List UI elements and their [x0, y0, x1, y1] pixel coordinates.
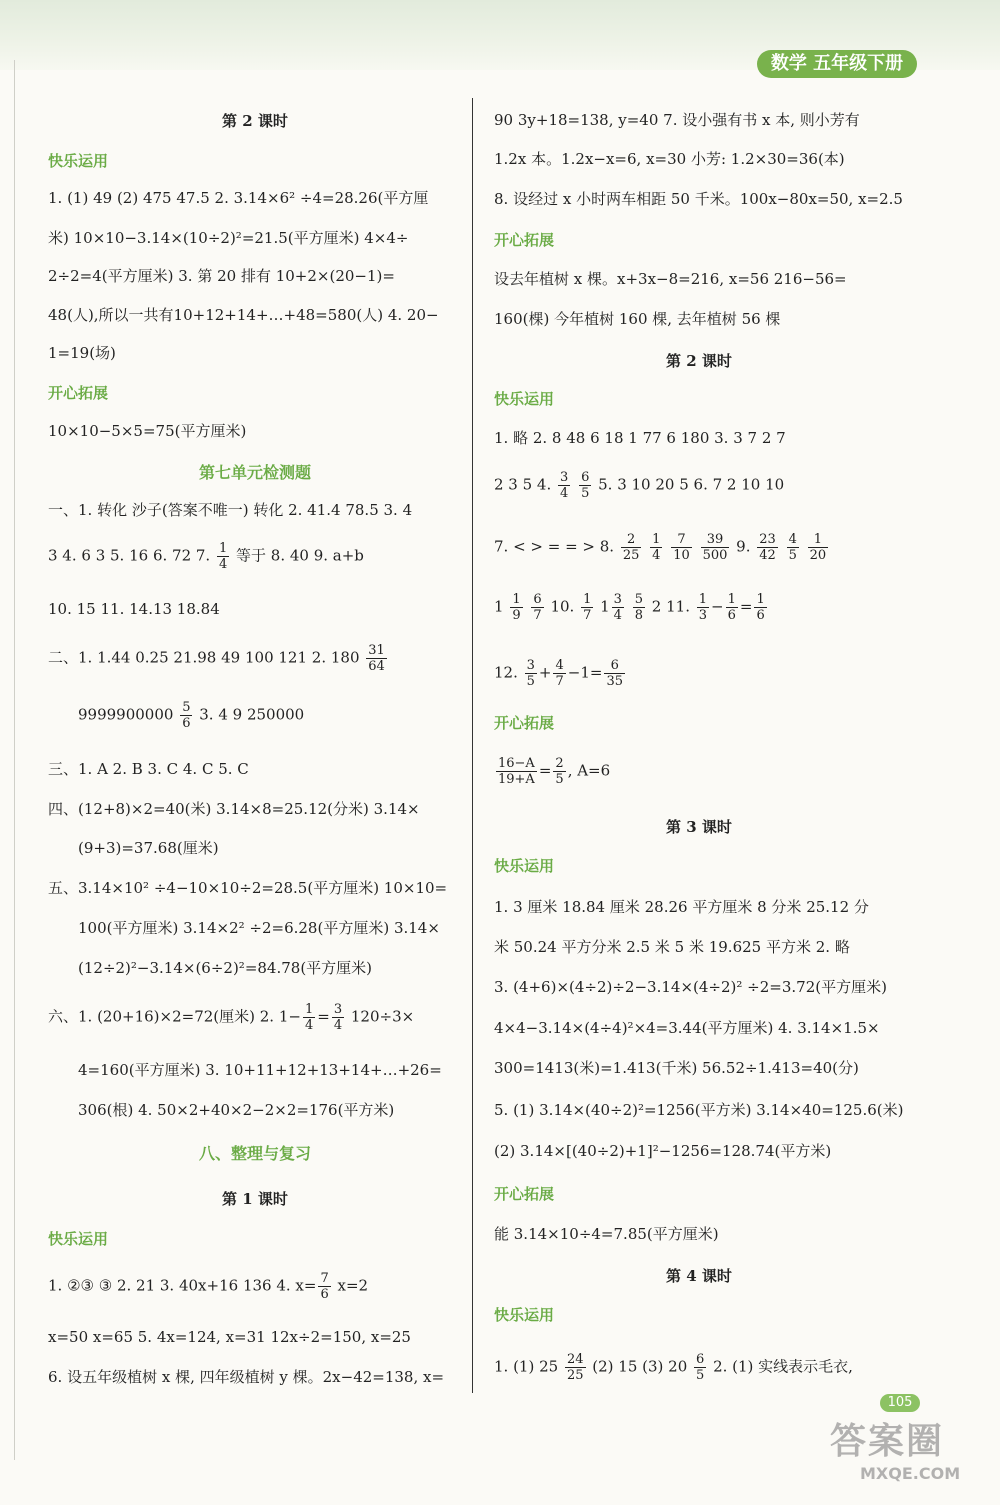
margin-line	[14, 60, 15, 1460]
fraction: $\frac{1}{4}$	[652, 532, 661, 563]
fraction: $\frac{7}{6}$	[320, 1271, 329, 1302]
answer-line: 三、1. A 2. B 3. C 4. C 5. C	[48, 760, 249, 778]
fraction: $\frac{7}{10}$	[673, 532, 690, 563]
answer-line: $\frac{16-A}{19+A}$ = $\frac{2}{5}$ , A=6	[498, 756, 611, 787]
fraction: $\frac{39}{500}$	[702, 532, 728, 563]
answer-line: 160(棵) 今年植树 160 棵, 去年植树 56 棵	[494, 310, 781, 328]
answer-line: 300=1413(米)=1.413(千米) 56.52÷1.413=40(分)	[494, 1059, 859, 1077]
fraction: $\frac{1}{6}$	[756, 592, 765, 623]
answer-line: 10×10−5×5=75(平方厘米)	[48, 422, 247, 440]
answer-line: 能 3.14×10÷4=7.85(平方厘米)	[494, 1225, 719, 1243]
answer-line: 12. $\frac{3}{5}$ + $\frac{4}{7}$ −1= $\frac{6}{35}$	[494, 658, 623, 689]
fraction: $\frac{5}{6}$	[182, 700, 191, 731]
answer-line: 六、1. (20+16)×2=72(厘米) 2. 1− $\frac{1}{4}$ = $\frac{3}{4}$ 120÷3×	[48, 1002, 415, 1033]
watermark-logo	[830, 1420, 995, 1502]
section-heading: 开心拓展	[494, 1185, 555, 1203]
subject-badge: 数学 五年级下册	[757, 50, 917, 78]
answer-line: 一、1. 转化 沙子(答案不唯一) 转化 2. 41.4 78.5 3. 4	[48, 501, 413, 519]
fraction: $\frac{4}{5}$	[788, 532, 797, 563]
answer-line: 7. < > = = > 8. $\frac{2}{25}$ $\frac{1}{4}$ $\frac{7}{10}$ $\frac{39}{500}$ 9. $\frac{23}{42}$ $\frac{4}{5}$ $\frac{1}{20}$	[494, 532, 827, 563]
answer-line: 9999900000 $\frac{5}{6}$ 3. 4 9 250000	[78, 700, 305, 731]
fraction: $\frac{1}{9}$	[512, 592, 521, 623]
answer-line: 1. (1) 49 (2) 475 47.5 2. 3.14×6² ÷4=28.26(平方厘	[48, 189, 429, 207]
answer-line: 米 50.24 平方分米 2.5 米 5 米 19.625 平方米 2. 略	[494, 938, 850, 956]
fraction: $\frac{3}{4}$	[613, 592, 622, 623]
answer-line: 1. ②③ ③ 2. 21 3. 40x+16 136 4. x= $\frac{7}{6}$ x=2	[48, 1271, 369, 1302]
section-heading: 开心拓展	[494, 231, 555, 249]
watermark-text: 答案圈	[830, 1421, 945, 1462]
fraction: $\frac{6}{5}$	[696, 1352, 705, 1383]
section-heading: 快乐运用	[48, 152, 109, 170]
fraction: $\frac{6}{35}$	[606, 658, 623, 689]
fraction: $\frac{23}{42}$	[759, 532, 776, 563]
answer-line: 306(根) 4. 50×2+40×2−2×2=176(平方米)	[78, 1101, 395, 1119]
answer-line: 8. 设经过 x 小时两车相距 50 千米。100x−80x=50, x=2.5	[494, 190, 903, 208]
answer-line: x=50 x=65 5. 4x=124, x=31 12x÷2=150, x=25	[48, 1328, 411, 1346]
section-heading: 快乐运用	[494, 390, 555, 408]
answer-line: 2÷2=4(平方厘米) 3. 第 20 排有 10+2×(20−1)=	[48, 267, 395, 285]
answer-line: 3. (4+6)×(4÷2)÷2−3.14×(4÷2)² ÷2=3.72(平方厘米)	[494, 978, 887, 996]
answer-line: 5. (1) 3.14×(40÷2)²=1256(平方米) 3.14×40=125.6(米)	[494, 1101, 904, 1119]
lesson-title: 第 1 课时	[222, 1190, 288, 1208]
answer-line: 1.2x 本。1.2x−x=6, x=30 小芳: 1.2×30=36(本)	[494, 150, 845, 168]
fraction: $\frac{24}{25}$	[566, 1352, 584, 1383]
answer-line: 4=160(平方厘米) 3. 10+11+12+13+14+…+26=	[78, 1061, 442, 1079]
lesson-title: 第 2 课时	[222, 112, 288, 130]
answer-line: 1. 略 2. 8 48 6 18 1 77 6 180 3. 3 7 2 7	[494, 429, 786, 447]
answer-line: 设去年植树 x 棵。x+3x−8=216, x=56 216−56=	[494, 270, 847, 288]
lesson-title: 第 4 课时	[666, 1267, 732, 1285]
fraction: $\frac{2}{25}$	[622, 532, 640, 563]
section-heading: 开心拓展	[48, 384, 109, 402]
fraction: $\frac{6}{5}$	[581, 470, 590, 501]
answer-line: (12÷2)²−3.14×(6÷2)²=84.78(平方厘米)	[78, 959, 373, 977]
fraction: $\frac{1}{20}$	[809, 532, 827, 563]
answer-line: 四、(12+8)×2=40(米) 3.14×8=25.12(分米) 3.14×	[48, 800, 420, 818]
answer-line: 1 $\frac{1}{9}$ $\frac{6}{7}$ 10. $\frac{1}{7}$ 1 $\frac{3}{4}$ $\frac{5}{8}$ 2 11. $\frac{1}{3}$ − $\frac{1}{6}$ = $\frac{1}{6}$	[494, 592, 765, 623]
answer-line: 1=19(场)	[48, 344, 116, 362]
review-chapter-title: 八、整理与复习	[198, 1144, 311, 1163]
fraction: $\frac{6}{7}$	[533, 592, 542, 623]
fraction: $\frac{1}{7}$	[583, 592, 592, 623]
fraction: $\frac{4}{7}$	[555, 658, 564, 689]
watermark-url: MXQE.COM	[860, 1464, 961, 1483]
answer-line: (2) 3.14×[(40÷2)+1]²−1256=128.74(平方米)	[494, 1142, 832, 1160]
answer-line: 90 3y+18=138, y=40 7. 设小强有书 x 本, 则小芳有	[494, 111, 860, 129]
fraction: $\frac{3}{4}$	[333, 1002, 343, 1033]
section-heading: 开心拓展	[494, 714, 555, 732]
section-heading: 快乐运用	[494, 1306, 555, 1324]
answer-line: 6. 设五年级植树 x 棵, 四年级植树 y 棵。2x−42=138, x=	[48, 1368, 445, 1386]
answer-line: 五、3.14×10² ÷4−10×10÷2=28.5(平方厘米) 10×10=	[48, 879, 448, 897]
fraction: $\frac{2}{5}$	[555, 756, 564, 787]
answer-line: 3 4. 6 3 5. 16 6. 72 7. $\frac{1}{4}$ 等于 8. 40 9. a+b	[48, 541, 364, 572]
fraction: $\frac{31}{64}$	[368, 643, 385, 674]
answer-line: 100(平方厘米) 3.14×2² ÷2=6.28(平方厘米) 3.14×	[78, 919, 440, 937]
answer-line: 48(人),所以一共有10+12+14+…+48=580(人) 4. 20−	[48, 306, 439, 324]
page-number: 105	[880, 1394, 920, 1412]
section-heading: 快乐运用	[48, 1230, 109, 1248]
answer-line: 4×4−3.14×(4÷4)²×4=3.44(平方厘米) 4. 3.14×1.5×	[494, 1019, 880, 1037]
fraction: $\frac{1}{4}$	[304, 1002, 314, 1033]
answer-line: 10. 15 11. 14.13 18.84	[48, 600, 220, 618]
answer-line: 二、1. 1.44 0.25 21.98 49 100 121 2. 180 $\frac{31}{64}$	[48, 643, 385, 674]
answer-line: 2 3 5 4. $\frac{3}{4}$ $\frac{6}{5}$ 5. 3 10 20 5 6. 7 2 10 10	[494, 470, 785, 501]
fraction: $\frac{1}{6}$	[727, 592, 736, 623]
column-divider	[472, 98, 473, 1393]
fraction: $\frac{16-A}{19+A}$	[498, 756, 535, 787]
unit-test-title: 第七单元检测题	[198, 463, 311, 482]
lesson-title: 第 2 课时	[666, 352, 732, 370]
lesson-title: 第 3 课时	[666, 818, 732, 836]
fraction: $\frac{3}{5}$	[526, 658, 535, 689]
section-heading: 快乐运用	[494, 857, 555, 875]
answer-line: 1. (1) 25 $\frac{24}{25}$ (2) 15 (3) 20 $\frac{6}{5}$ 2. (1) 实线表示毛衣,	[494, 1352, 853, 1383]
answer-line: (9+3)=37.68(厘米)	[78, 839, 219, 857]
answer-line: 1. 3 厘米 18.84 厘米 28.26 平方厘米 8 分米 25.12 分	[494, 898, 869, 916]
fraction: $\frac{5}{8}$	[634, 592, 644, 623]
fraction: $\frac{3}{4}$	[560, 470, 569, 501]
fraction: $\frac{1}{4}$	[218, 541, 228, 572]
answer-line: 米) 10×10−3.14×(10÷2)²=21.5(平方厘米) 4×4÷	[48, 229, 409, 247]
fraction: $\frac{1}{3}$	[698, 592, 708, 623]
